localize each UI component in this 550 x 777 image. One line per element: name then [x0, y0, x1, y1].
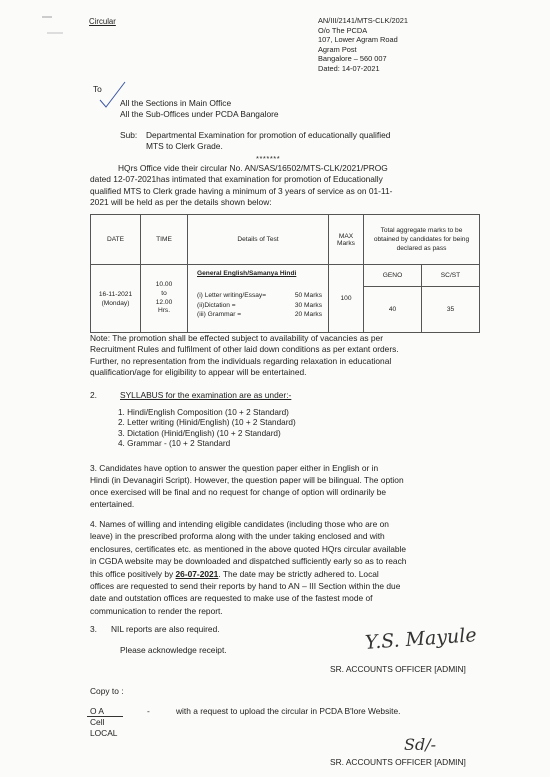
office-name: O/o The PCDA	[318, 25, 368, 35]
subject-line: Departmental Examination for promotion of educationally qualified	[146, 130, 391, 140]
paragraph-3	[90, 462, 480, 510]
para-line: in CGDA website may be downloaded and dispatched sufficiently early so as to reach	[90, 556, 407, 567]
intro-line: HQrs Office vide their circular No. AN/SAS/16502/MTS-CLK/2021/PROG	[118, 163, 388, 173]
recipients	[120, 98, 279, 121]
intro-line: qualified MTS to Clerk grade having a minimum of 3 years of service as on 01-11-	[90, 185, 393, 196]
note-line: qualification/age for eligibility to appear will be entertained.	[90, 367, 307, 378]
time-line: 10.00	[155, 281, 173, 289]
stamp-mark	[42, 16, 52, 18]
time-line: Hrs.	[157, 307, 171, 315]
note-line: Note: The promotion shall be effected subject to availability of vacancies as per	[90, 333, 383, 343]
recipient-underline	[87, 716, 123, 717]
address-line: Agram Post	[318, 44, 357, 54]
cell-time	[141, 265, 188, 333]
syllabus-item: 2. Letter writing (Hinid/English) (10 + 2 Standard)	[118, 418, 296, 428]
test-item-label: (ii)Dictation =	[197, 301, 236, 309]
copy-to-label: Copy to :	[90, 686, 124, 696]
footer-designation: SR. ACCOUNTS OFFICER [ADMIN]	[330, 757, 466, 767]
test-item-marks: 30 Marks	[294, 301, 322, 309]
cell-date	[91, 265, 141, 333]
header-time: TIME	[141, 215, 188, 265]
time-line: 12.00	[155, 298, 173, 306]
test-item-marks: 20 Marks	[294, 311, 322, 319]
nil-reports-line: 3. NIL reports are also required.	[90, 624, 220, 634]
time-line: to	[161, 289, 167, 297]
copy-to-dash: -	[147, 706, 150, 716]
handwritten-signature: Y.S. Mayule	[364, 624, 478, 654]
exam-schedule-table	[90, 214, 480, 333]
syllabus-item: 3. Dictation (Hinid/English) (10 + 2 Standard)	[118, 428, 281, 438]
header-max-marks: MAX Marks	[329, 215, 364, 265]
test-item	[197, 291, 322, 300]
para-line: 3. Candidates have option to answer the question paper either in English or in	[90, 463, 379, 473]
para-line: entertained.	[90, 499, 135, 509]
stamp-mark	[47, 32, 63, 34]
intro-line: 2021 will be held as per the details shown below:	[90, 197, 272, 208]
exam-date: 16-11-2021 (Monday)	[98, 290, 133, 307]
signatory-designation: SR. ACCOUNTS OFFICER [ADMIN]	[330, 664, 466, 674]
acknowledge-line: Please acknowledge receipt.	[120, 645, 227, 655]
deadline-date: 26-07-2021	[175, 568, 219, 579]
para-text: . The date may be strictly adhered to. Local	[218, 568, 379, 579]
sd-mark: Sd/-	[404, 735, 436, 754]
recipient-line: All the Sub-Offices under PCDA Bangalore	[120, 109, 279, 120]
para-line: 4. Names of willing and intending eligible candidates (including those who are on	[90, 519, 389, 529]
para-line-deadline	[90, 568, 480, 580]
cell-max-marks: 100	[329, 265, 364, 333]
para-line: Hindi (in Devanagiri Script). However, the question paper will be bilingual. The option	[90, 475, 404, 485]
reference-number: AN/III/2141/MTS-CLK/2021	[318, 16, 408, 25]
syllabus-list	[118, 408, 296, 450]
cell-scst-marks: 35	[421, 287, 479, 333]
test-item-marks: 50 Marks	[294, 292, 322, 300]
header-geno: GENO	[364, 265, 422, 287]
note-line: Recruitment Rules and fulfilment of other laid down conditions as per extant orders.	[90, 344, 399, 355]
paragraph-4	[90, 518, 480, 617]
test-item-label: (iii) Grammar =	[197, 311, 242, 319]
para-line: once exercised will be final and no request for change of option will ordinarily be	[90, 487, 387, 497]
date-line: Dated: 14-07-2021	[318, 63, 380, 73]
reference-block	[318, 16, 408, 73]
subject-text	[146, 130, 390, 153]
cell-geno-marks: 40	[364, 287, 422, 333]
cell-details	[188, 265, 329, 333]
para-line: date and outstation offices are requested to make use of the fastest mode of	[90, 593, 373, 604]
note-line: Further, no representation from the individuals regarding relaxation in educational	[90, 355, 392, 366]
syllabus-item: 4. Grammar - (10 + 2 Standard	[118, 439, 231, 449]
to-label: To	[93, 84, 102, 94]
header-date: DATE	[91, 215, 141, 265]
subject-label: Sub:	[120, 130, 138, 140]
test-item-label: (i) Letter writing/Essay=	[197, 292, 267, 300]
test-item	[197, 310, 322, 319]
header-scst: SC/ST	[421, 265, 479, 287]
para-line: offices are requested to send their reports by hand to AN – III Section within the due	[90, 581, 401, 592]
address-line: 107, Lower Agram Road	[318, 35, 398, 44]
test-subject-title: General English/Samanya Hindi	[197, 270, 297, 277]
intro-paragraph	[90, 163, 478, 209]
header-total-aggregate: Total aggregate marks to be obtained by candidates for being declared as pass	[364, 215, 480, 265]
syllabus-item: 1. Hindi/English Composition (10 + 2 Standard)	[118, 408, 289, 417]
address-line: Bangalore – 560 007	[318, 54, 387, 63]
para-text: this office positively by	[90, 568, 176, 579]
recipient-line: All the Sections in Main Office	[120, 98, 232, 108]
subject-line: MTS to Clerk Grade.	[146, 141, 223, 152]
test-item	[197, 301, 322, 310]
syllabus-number: 2.	[90, 390, 97, 400]
copy-to-recipient: O A Cell LOCAL	[90, 706, 118, 738]
para-line: enclosures, certificates etc. as mentioned in the above quoted HQrs circular available	[90, 543, 407, 554]
para-line: communication to render the report.	[90, 605, 223, 616]
note-paragraph	[90, 333, 480, 379]
separator-stars: *******	[256, 154, 281, 163]
intro-line: dated 12-07-2021has intimated that examination for promotion of Educationally	[90, 174, 383, 185]
header-details: Details of Test	[188, 215, 329, 265]
para-line: leave) in the prescribed proforma along with the under taking enclosed and with	[90, 531, 385, 542]
syllabus-title: SYLLABUS for the examination are as under:-	[120, 390, 292, 400]
copy-to-text: with a request to upload the circular in PCDA B'lore Website.	[176, 706, 401, 716]
circular-heading: Circular	[89, 17, 116, 26]
